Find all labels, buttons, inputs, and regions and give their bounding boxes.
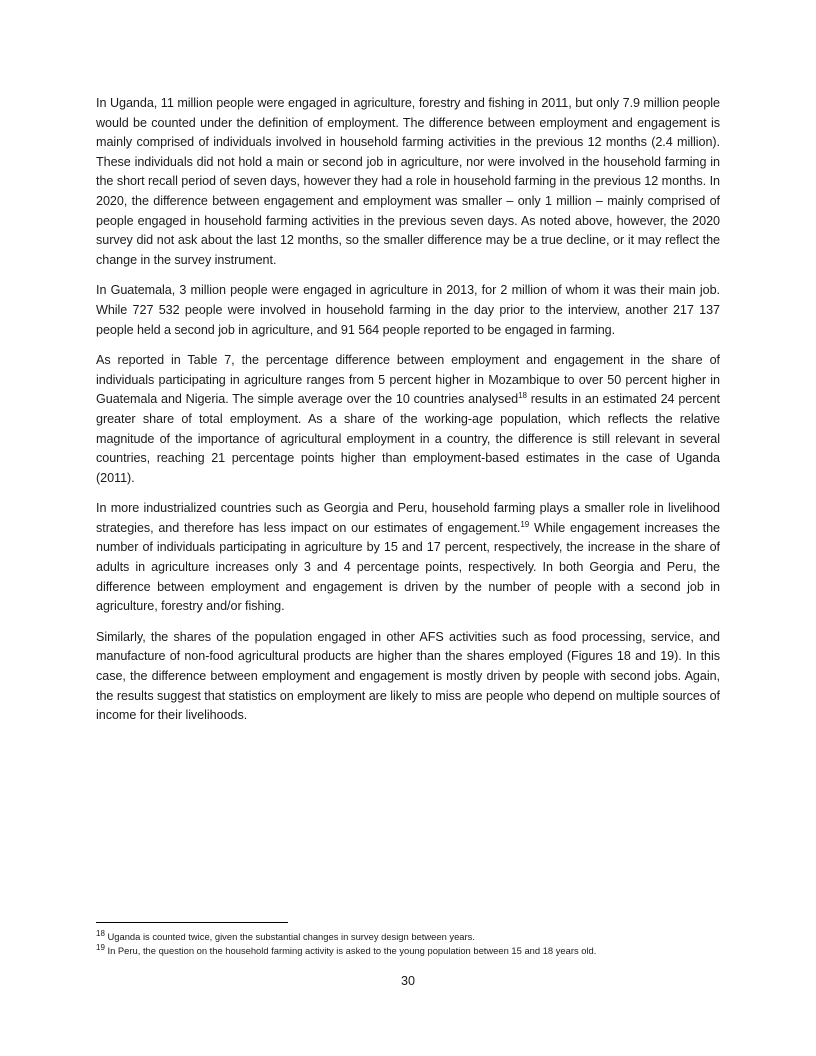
page-number: 30 (400, 974, 415, 988)
paragraph-afs-activities: Similarly, the shares of the population engaged in other AFS activities such as food processing, service, and manufacture of non-food agricultural products are higher than the shares employed (Figures 18 and 19). In this case, the difference between employment and engagement is mostly driven by people with second jobs. Again, the results suggest that statistics on employment are likely to miss are people who depend on multiple sources of income for their livelihoods. (96, 629, 720, 723)
footnote-ref-19[interactable]: 19 (520, 519, 530, 529)
footnote-number: 18 (96, 928, 105, 938)
page-body (96, 94, 720, 737)
paragraph-table7 (96, 351, 720, 488)
footnote-divider (96, 922, 288, 923)
paragraph-text: While engagement increases the number of individuals participating in agriculture by 15 and 17 percent, respectively, the increase in the share of adults in agriculture increases only 3 and 4 percentage points, respectively. In both Georgia and Peru, the difference between employment and engagement is driven by the number of people with a second job in agriculture, forestry and/or fishing. (96, 520, 720, 614)
paragraph-text: In more industrialized countries such as Georgia and Peru, household farming plays a smaller role in livelihood strategies, and therefore has less impact on our estimates of engagement. (96, 501, 720, 535)
footnote-18 (96, 930, 720, 944)
footnote-text: In Peru, the question on the household farming activity is asked to the young population between 15 and 18 years old. (104, 945, 597, 956)
footnote-number: 19 (96, 942, 105, 952)
footnote-19 (96, 944, 720, 958)
paragraph-uganda: In Uganda, 11 million people were engaged in agriculture, forestry and fishing in 2011, but only 7.9 million people would be counted under the definition of employment. The difference between employment and engagement is mainly comprised of individuals involved in household farming activities in the previous 12 months (2.4 million). These individuals did not hold a main or second job in agriculture, nor were involved in the household farming in the short recall period of seven days, however they had a role in household farming in the previous 12 months. In 2020, the difference between engagement and employment was smaller – only 1 million – mainly comprised of people engaged in household farming activities in the previous seven days. As noted above, however, the 2020 survey did not ask about the last 12 months, so the smaller difference may be a true decline, or it may reflect the change in the survey instrument. (96, 96, 720, 267)
paragraph-text: results in an estimated 24 percent greater share of total employment. As a share of the working-age population, which reflects the relative magnitude of the importance of agricultural employment in a country, the difference is still relevant in several countries, reaching 21 percentage points higher than employment-based estimates in the case of Uganda (2011). (96, 392, 720, 485)
paragraph-text: As reported in Table 7, the percentage difference between employment and engagement in the share of individuals participating in agriculture ranges from 5 percent higher in Mozambique to over 50 percent higher in Guatemala and Nigeria. The simple average over the 10 countries analysed (96, 353, 720, 407)
paragraph-guatemala: In Guatemala, 3 million people were engaged in agriculture in 2013, for 2 million of whom it was their main job. While 727 532 people were involved in household farming in the day prior to the interview, another 217 137 people held a second job in agriculture, and 91 564 people reported to be engaged in farming. (96, 283, 720, 337)
footnotes (96, 930, 720, 958)
footnote-text: Uganda is counted twice, given the substantial changes in survey design between years. (104, 931, 475, 942)
footnote-ref-18[interactable]: 18 (518, 391, 527, 401)
paragraph-georgia-peru (96, 499, 720, 617)
